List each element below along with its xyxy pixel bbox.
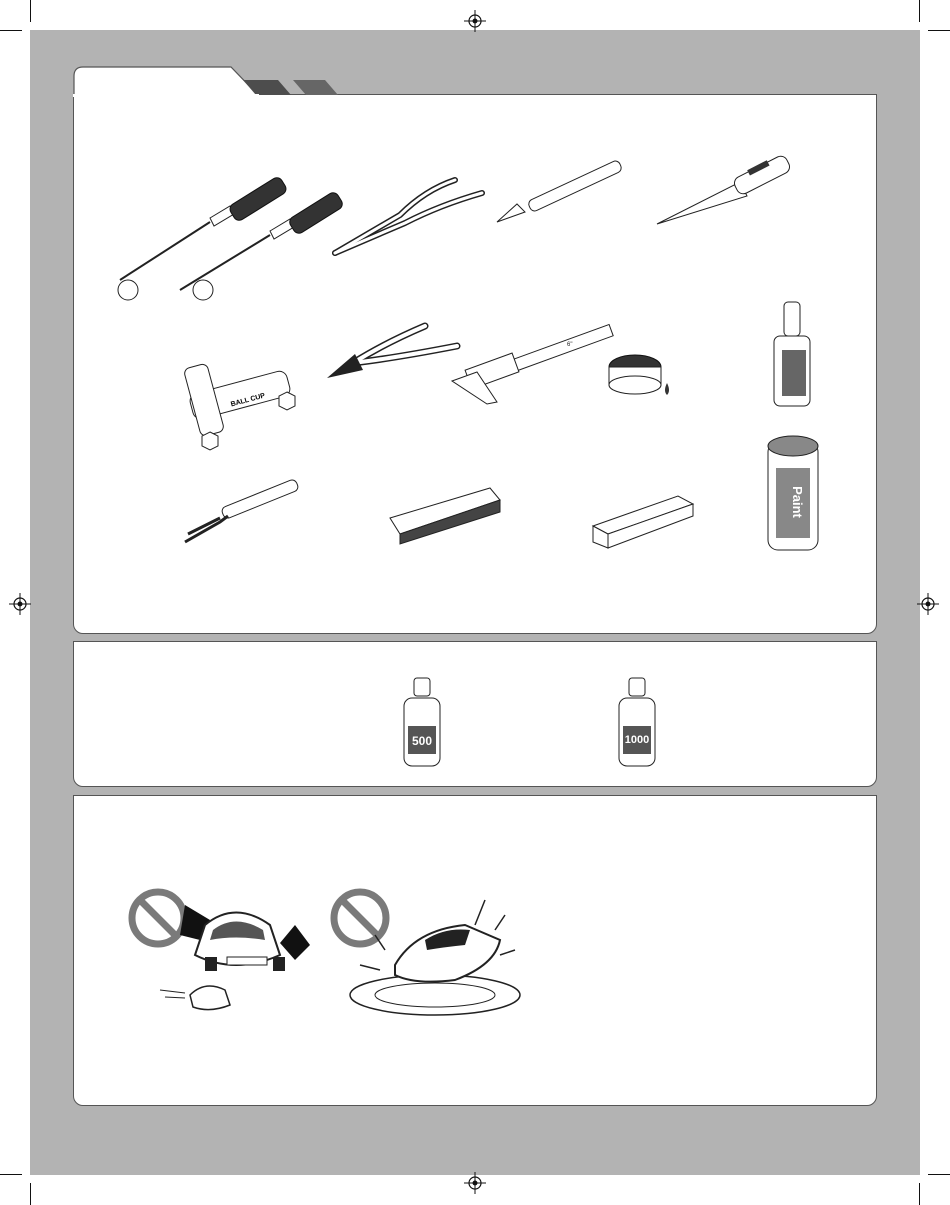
crop-mark [0, 30, 22, 31]
crop-mark [0, 1174, 22, 1175]
crop-mark [928, 30, 950, 31]
side-cutters-icon [325, 318, 465, 388]
crop-mark [919, 0, 920, 22]
registration-mark-icon [464, 1172, 486, 1194]
body-reamer-icon [655, 152, 795, 227]
thread-lock-bottle-icon [770, 300, 815, 410]
shock-length-gauge-icon [588, 486, 698, 551]
hobby-knife-icon [495, 160, 630, 225]
registration-mark-icon [9, 593, 31, 615]
glue-jar-icon [605, 345, 685, 400]
needle-nose-pliers-icon [330, 175, 490, 260]
crop-mark [919, 1183, 920, 1205]
crop-mark [30, 0, 31, 22]
ball-cup-wrench-text: BALL CUP [230, 392, 266, 409]
shock-oil-bottle-1000-label: 1000 [624, 734, 650, 746]
shock-oil-bottle-500-label: 500 [411, 734, 433, 748]
car-in-water-illustration [345, 895, 525, 1020]
registration-mark-icon [917, 593, 939, 615]
paint-can-label: Paint [790, 486, 805, 518]
crop-mark [928, 1174, 950, 1175]
turnbuckle-wrench-icon [180, 478, 300, 548]
car-collision-illustration [155, 895, 315, 1025]
registration-mark-icon [464, 10, 486, 32]
crop-mark [30, 1183, 31, 1205]
setup-gauge-icon [385, 478, 505, 548]
caliper-icon [447, 316, 617, 406]
cross-wrench-icon [170, 360, 305, 460]
caliper-marking: 6" [567, 342, 573, 348]
hex-screwdriver-set-icon [110, 180, 330, 310]
section-header-tab [73, 66, 343, 96]
shock-oil-panel [73, 641, 877, 787]
spray-paint-can-icon [762, 428, 824, 553]
shock-oil-bottle-1000-icon [615, 676, 660, 771]
shock-oil-bottle-500-icon [400, 676, 445, 771]
